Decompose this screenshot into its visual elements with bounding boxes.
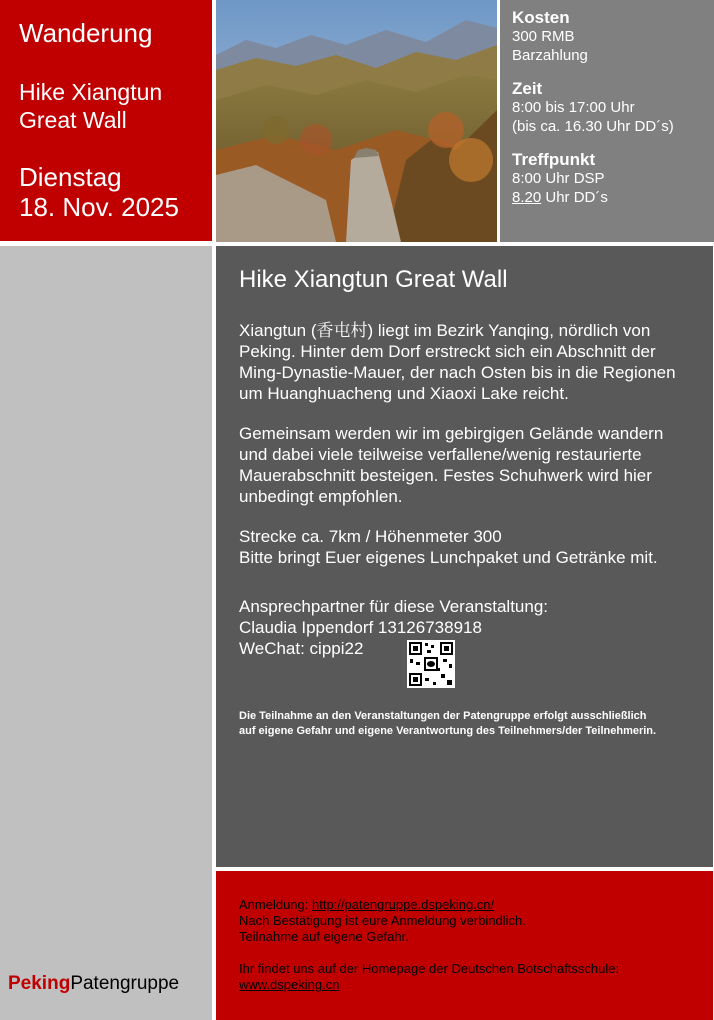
event-category: Wanderung: [19, 18, 153, 48]
footer-spacer: [239, 945, 713, 961]
contact-section: [239, 596, 713, 659]
meeting-dd: [512, 188, 714, 207]
brand-peking: Peking: [8, 973, 71, 994]
disclaimer: Die Teilnahme an den Veranstaltungen der Patengruppe erfolgt ausschließlich auf eigene Gefahr und eigene Verantwortung des Teilnehmers/der Teilnehmerin.: [239, 710, 657, 737]
registration-label: Anmeldung:: [239, 897, 312, 912]
meeting-section: [512, 150, 714, 207]
event-name: [19, 78, 212, 134]
registration-footer: [216, 871, 713, 1020]
registration-line: [239, 897, 713, 913]
cost-heading: Kosten: [512, 8, 570, 27]
time-section: [512, 79, 714, 136]
event-day: Dienstag: [19, 162, 122, 192]
cost-section: [512, 8, 714, 65]
main-title: Hike Xiangtun Great Wall: [239, 266, 508, 293]
event-date-value: 18. Nov. 2025: [19, 192, 179, 222]
event-name-line1: Hike Xiangtun: [19, 79, 163, 105]
contact-name: Claudia Ippendorf 13126738918: [239, 618, 482, 637]
description-paragraph-2: Gemeinsam werden wir im gebirgigen Gelände wandern und dabei viele teilweise verfallene/wenig restaurierte Mauerabschnitt besteigen. Festes Schuhwerk wird hier unbedingt empfohlen.: [239, 424, 664, 506]
main-description: [216, 246, 713, 867]
great-wall-landscape-image: [216, 0, 497, 242]
meeting-dd-time: 8.20: [512, 189, 542, 206]
brand-logo: [8, 973, 179, 995]
contact-heading: Ansprechpartner für diese Veranstaltung:: [239, 597, 549, 616]
event-date: [19, 162, 212, 222]
time-heading: Zeit: [512, 79, 543, 98]
distance-info: Strecke ca. 7km / Höhenmeter 300: [239, 527, 502, 546]
homepage-note: Ihr findet uns auf der Homepage der Deutschen Botschaftsschule:: [239, 961, 620, 976]
homepage-link[interactable]: www.dspeking.cn: [239, 977, 340, 992]
lunch-info: Bitte bringt Euer eigenes Lunchpaket und Getränke mit.: [239, 548, 658, 567]
time-note: (bis ca. 16.30 Uhr DD´s): [512, 118, 674, 135]
meeting-heading: Treffpunkt: [512, 150, 596, 169]
title-block: [0, 0, 212, 241]
registration-link[interactable]: http://patengruppe.dspeking.cn/: [312, 897, 495, 912]
meeting-dsp: 8:00 Uhr DSP: [512, 170, 605, 187]
confirmation-note: Nach Bestätigung ist eure Anmeldung verbindlich.: [239, 913, 526, 928]
brand-patengruppe: Patengruppe: [70, 973, 180, 994]
event-name-line2: Great Wall: [19, 107, 127, 133]
cost-amount: 300 RMB: [512, 28, 575, 45]
meeting-dd-rest: Uhr DD´s: [541, 189, 608, 206]
contact-wechat: WeChat: cippi22: [239, 639, 364, 658]
homepage-line: [239, 977, 713, 993]
great-wall-photo: [216, 0, 497, 242]
description-paragraph-1: Xiangtun (香屯村) liegt im Bezirk Yanqing, nördlich von Peking. Hinter dem Dorf erstreckt sich ein Abschnitt der Ming-Dynastie-Mauer, der nach Osten bis in die Regionen um Huanghuacheng und Xiaoxi Lake reicht.: [239, 321, 676, 403]
time-range: 8:00 bis 17:00 Uhr: [512, 99, 635, 116]
info-block: [500, 0, 714, 242]
left-sidebar: [0, 246, 212, 1020]
wechat-qr-code-icon: [407, 640, 455, 688]
cost-payment: Barzahlung: [512, 47, 588, 64]
risk-note: Teilnahme auf eigene Gefahr.: [239, 929, 409, 944]
